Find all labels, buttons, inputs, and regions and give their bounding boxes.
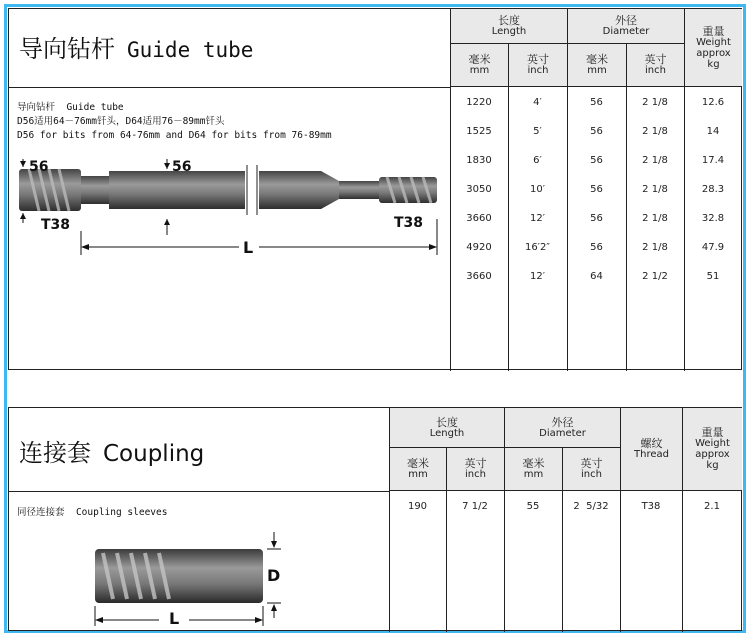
header-mm-cn: 毫米 [407, 457, 429, 470]
coupling-diameter-mm: 55 [526, 501, 540, 512]
header-length-en: Length [491, 26, 527, 37]
guide-tube-desc-3: D56 for bits from 64-76mm and D64 for bits from 76-89mm [17, 130, 332, 141]
guide-tube-mid-diameter-label: 56 [172, 159, 192, 175]
guide-tube-left-diameter-label: 56 [29, 159, 49, 175]
row-diameter-mm: 56 [590, 126, 603, 137]
guide-tube-desc-1: 导向钻杆 Guide tube [17, 102, 124, 113]
row-weight: 17.4 [701, 155, 725, 166]
row-length-mm: 1830 [466, 155, 492, 166]
row-diameter-inch: 2 1/8 [642, 97, 668, 108]
coupling-desc: 同径连接套 Coupling sleeves [17, 507, 168, 518]
row-diameter-inch: 2 1/8 [642, 126, 668, 137]
row-length-inch: 5′ [533, 126, 542, 137]
row-weight: 47.9 [701, 242, 725, 253]
header-weight [684, 9, 742, 87]
row-diameter-mm: 64 [590, 271, 603, 282]
header-thread-en: Thread [634, 449, 669, 460]
header-inch-cn: 英寸 [644, 53, 667, 66]
coupling-length-mm: 190 [407, 501, 428, 512]
header-inch-en: inch [465, 469, 486, 480]
header-weight-cn: 重量 [701, 426, 724, 439]
row-diameter-inch: 2 1/8 [642, 213, 668, 224]
row-length-inch: 10′ [530, 184, 545, 195]
col-divider [504, 491, 505, 632]
guide-tube-panel [8, 8, 742, 370]
header-mm-cn: 毫米 [522, 457, 545, 470]
row-weight: 32.8 [701, 213, 725, 224]
coupling-thread: T38 [641, 501, 661, 512]
row-diameter-inch: 2 1/8 [642, 184, 668, 195]
header-diameter-en: Diameter [539, 427, 586, 439]
coupling-diameter-inch: 2 5/32 [573, 501, 609, 512]
header-mm-en: mm [469, 65, 490, 76]
header-diameter [504, 408, 620, 448]
row-weight: 14 [706, 126, 720, 137]
header-weight-unit: kg [706, 460, 719, 471]
row-length-mm: 3050 [466, 184, 492, 195]
header-length-inch [508, 44, 567, 87]
row-weight: 28.3 [701, 184, 725, 195]
row-length-inch: 4′ [533, 97, 542, 108]
row-weight: 51 [706, 271, 720, 282]
header-diameter-cn: 外径 [615, 14, 637, 27]
header-diameter-en: Diameter [602, 26, 650, 37]
row-length-inch: 12′ [530, 213, 545, 224]
header-mm-en: mm [523, 469, 544, 480]
row-diameter-inch: 2 1/8 [642, 155, 668, 166]
guide-tube-right-thread-label: T38 [394, 215, 424, 231]
coupling-weight: 2.1 [704, 501, 720, 512]
row-length-mm: 1220 [466, 97, 492, 108]
header-weight-approx: approx [695, 449, 730, 460]
row-diameter-mm: 56 [590, 213, 603, 224]
header-diameter-mm [567, 44, 626, 87]
header-weight [682, 408, 742, 491]
header-weight-en: Weight [696, 36, 731, 48]
coupling-title-en: Coupling [103, 441, 205, 467]
header-mm-cn: 毫米 [468, 53, 491, 66]
row-length-mm: 3660 [466, 213, 492, 224]
header-weight-cn: 重量 [702, 24, 725, 38]
row-length-inch: 12′ [530, 271, 545, 282]
col-divider [562, 491, 563, 632]
row-length-inch: 6′ [533, 155, 542, 166]
header-thread-cn: 螺纹 [640, 437, 663, 450]
header-inch-en: inch [645, 65, 666, 76]
row-length-mm: 1525 [466, 126, 492, 137]
col-divider [682, 491, 683, 632]
header-inch-cn: 英寸 [464, 457, 487, 470]
row-length-inch: 16′2″ [524, 242, 551, 253]
header-weight-approx: approx [696, 47, 731, 59]
header-length [389, 408, 504, 448]
row-length-mm: 3660 [466, 271, 492, 282]
header-length-mm [389, 448, 446, 491]
header-length-inch [446, 448, 504, 491]
guide-tube-drawing [9, 9, 450, 279]
header-length [450, 9, 567, 44]
col-divider [389, 491, 390, 632]
coupling-diameter-label: D [267, 566, 281, 585]
header-weight-en: Weight [695, 438, 730, 449]
header-inch-cn: 英寸 [527, 53, 549, 66]
header-mm-cn: 毫米 [586, 53, 608, 66]
col-divider [620, 491, 621, 632]
header-inch-en: inch [581, 469, 602, 480]
guide-tube-left-thread-label: T38 [41, 217, 71, 233]
header-mm-en: mm [587, 65, 607, 76]
coupling-length-label: L [169, 609, 180, 628]
guide-tube-title-en: Guide tube [127, 38, 254, 62]
row-length-mm: 4920 [466, 242, 492, 253]
header-inch-cn: 英寸 [580, 457, 603, 470]
coupling-length-inch: 7 1/2 [462, 501, 488, 512]
row-diameter-inch: 2 1/2 [642, 271, 668, 282]
header-length-cn: 长度 [436, 415, 458, 429]
header-diameter-inch [626, 44, 684, 87]
header-diameter [567, 9, 684, 44]
row-diameter-mm: 56 [590, 155, 603, 166]
row-diameter-inch: 2 1/8 [642, 242, 668, 253]
header-length-mm [450, 44, 508, 87]
guide-tube-title-cn: 导向钻杆 [19, 35, 115, 63]
row-diameter-mm: 56 [590, 242, 603, 253]
header-length-en: Length [429, 427, 465, 439]
coupling-drawing [9, 408, 389, 632]
header-length-cn: 长度 [498, 14, 520, 27]
row-diameter-mm: 56 [590, 184, 603, 195]
coupling-title-cn: 连接套 [19, 439, 91, 467]
guide-tube-desc-2: D56适用64－76mm钎头，D64适用76－89mm钎头 [17, 116, 225, 127]
header-diameter-mm [504, 448, 562, 491]
row-diameter-mm: 56 [590, 97, 603, 108]
col-divider [446, 491, 447, 632]
guide-tube-length-label: L [243, 238, 254, 257]
header-mm-en: mm [408, 469, 428, 480]
header-thread [620, 408, 682, 491]
header-inch-en: inch [527, 65, 549, 76]
header-diameter-inch [562, 448, 620, 491]
row-weight: 12.6 [701, 97, 725, 108]
header-diameter-cn: 外径 [551, 415, 574, 429]
header-weight-unit: kg [707, 58, 720, 70]
coupling-panel [8, 407, 742, 631]
